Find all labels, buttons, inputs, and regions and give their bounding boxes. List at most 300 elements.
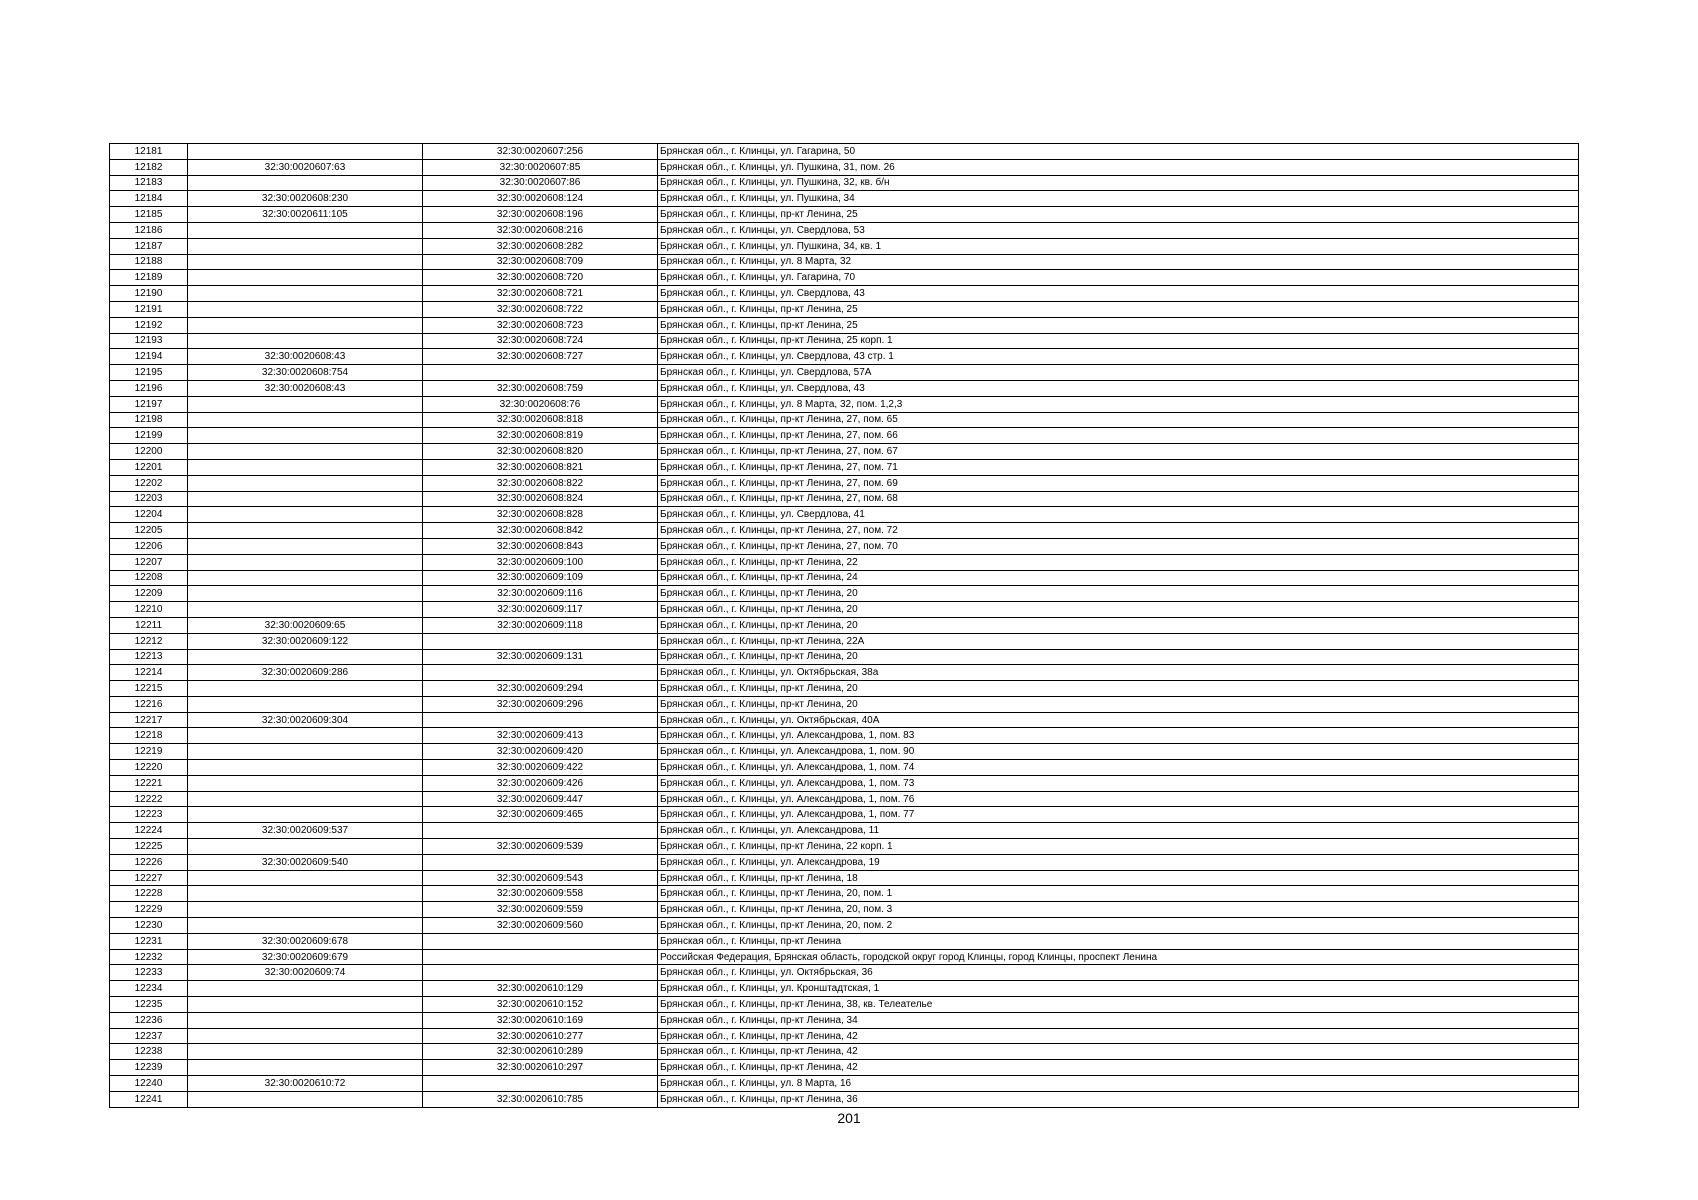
row-number-cell: 12215 — [110, 681, 188, 697]
row-number-cell: 12181 — [110, 144, 188, 160]
table-row — [110, 523, 1579, 539]
land-cadastral-number-cell — [188, 997, 423, 1013]
table-row — [110, 507, 1579, 523]
address-cell: Брянская обл., г. Клинцы, пр-кт Ленина, 27, пом. 65 — [658, 412, 1579, 428]
land-cadastral-number-cell — [188, 301, 423, 317]
table-row — [110, 617, 1579, 633]
land-cadastral-number-cell — [188, 649, 423, 665]
table-row — [110, 444, 1579, 460]
table-row — [110, 207, 1579, 223]
object-cadastral-number-cell: 32:30:0020608:820 — [423, 444, 658, 460]
table-row — [110, 1076, 1579, 1092]
object-cadastral-number-cell: 32:30:0020610:785 — [423, 1091, 658, 1107]
object-cadastral-number-cell: 32:30:0020610:129 — [423, 981, 658, 997]
object-cadastral-number-cell: 32:30:0020609:117 — [423, 602, 658, 618]
object-cadastral-number-cell — [423, 365, 658, 381]
land-cadastral-number-cell — [188, 1028, 423, 1044]
object-cadastral-number-cell: 32:30:0020607:86 — [423, 175, 658, 191]
address-cell: Брянская обл., г. Клинцы, пр-кт Ленина, 27, пом. 69 — [658, 475, 1579, 491]
address-cell: Брянская обл., г. Клинцы, ул. Пушкина, 32, кв. б/н — [658, 175, 1579, 191]
object-cadastral-number-cell: 32:30:0020608:720 — [423, 270, 658, 286]
land-cadastral-number-cell: 32:30:0020609:678 — [188, 933, 423, 949]
land-cadastral-number-cell — [188, 459, 423, 475]
object-cadastral-number-cell: 32:30:0020609:539 — [423, 839, 658, 855]
row-number-cell: 12222 — [110, 791, 188, 807]
land-cadastral-number-cell — [188, 254, 423, 270]
object-cadastral-number-cell: 32:30:0020608:282 — [423, 238, 658, 254]
object-cadastral-number-cell: 32:30:0020608:821 — [423, 459, 658, 475]
address-cell: Брянская обл., г. Клинцы, пр-кт Ленина, 24 — [658, 570, 1579, 586]
land-cadastral-number-cell — [188, 775, 423, 791]
row-number-cell: 12237 — [110, 1028, 188, 1044]
row-number-cell: 12195 — [110, 365, 188, 381]
object-cadastral-number-cell: 32:30:0020608:124 — [423, 191, 658, 207]
land-cadastral-number-cell — [188, 317, 423, 333]
table-row — [110, 902, 1579, 918]
land-cadastral-number-cell — [188, 222, 423, 238]
land-cadastral-number-cell — [188, 918, 423, 934]
table-row — [110, 854, 1579, 870]
address-cell: Брянская обл., г. Клинцы, ул. Пушкина, 31, пом. 26 — [658, 159, 1579, 175]
land-cadastral-number-cell — [188, 475, 423, 491]
land-cadastral-number-cell — [188, 238, 423, 254]
row-number-cell: 12206 — [110, 538, 188, 554]
object-cadastral-number-cell: 32:30:0020608:842 — [423, 523, 658, 539]
row-number-cell: 12212 — [110, 633, 188, 649]
land-cadastral-number-cell — [188, 981, 423, 997]
address-cell: Брянская обл., г. Клинцы, ул. Гагарина, 70 — [658, 270, 1579, 286]
object-cadastral-number-cell: 32:30:0020610:277 — [423, 1028, 658, 1044]
land-cadastral-number-cell — [188, 538, 423, 554]
address-cell: Брянская обл., г. Клинцы, ул. Александрова, 1, пом. 73 — [658, 775, 1579, 791]
table-row — [110, 602, 1579, 618]
address-cell: Брянская обл., г. Клинцы, ул. 8 Марта, 32, пом. 1,2,3 — [658, 396, 1579, 412]
row-number-cell: 12197 — [110, 396, 188, 412]
row-number-cell: 12189 — [110, 270, 188, 286]
row-number-cell: 12224 — [110, 823, 188, 839]
row-number-cell: 12184 — [110, 191, 188, 207]
land-cadastral-number-cell — [188, 570, 423, 586]
table-row — [110, 696, 1579, 712]
row-number-cell: 12217 — [110, 712, 188, 728]
row-number-cell: 12240 — [110, 1076, 188, 1092]
row-number-cell: 12207 — [110, 554, 188, 570]
land-cadastral-number-cell: 32:30:0020608:230 — [188, 191, 423, 207]
address-cell: Брянская обл., г. Клинцы, пр-кт Ленина, 22 корп. 1 — [658, 839, 1579, 855]
object-cadastral-number-cell: 32:30:0020610:289 — [423, 1044, 658, 1060]
address-cell: Брянская обл., г. Клинцы, ул. Александрова, 1, пом. 83 — [658, 728, 1579, 744]
address-cell: Брянская обл., г. Клинцы, ул. Свердлова, 43 стр. 1 — [658, 349, 1579, 365]
row-number-cell: 12188 — [110, 254, 188, 270]
object-cadastral-number-cell: 32:30:0020608:824 — [423, 491, 658, 507]
row-number-cell: 12214 — [110, 665, 188, 681]
object-cadastral-number-cell — [423, 949, 658, 965]
object-cadastral-number-cell — [423, 1076, 658, 1092]
table-row — [110, 159, 1579, 175]
property-register-table — [109, 143, 1579, 1108]
table-row — [110, 870, 1579, 886]
land-cadastral-number-cell: 32:30:0020609:65 — [188, 617, 423, 633]
table-row — [110, 238, 1579, 254]
address-cell: Брянская обл., г. Клинцы, пр-кт Ленина, 20 — [658, 649, 1579, 665]
address-cell: Брянская обл., г. Клинцы, пр-кт Ленина, 27, пом. 68 — [658, 491, 1579, 507]
object-cadastral-number-cell: 32:30:0020610:169 — [423, 1012, 658, 1028]
object-cadastral-number-cell: 32:30:0020609:100 — [423, 554, 658, 570]
row-number-cell: 12219 — [110, 744, 188, 760]
row-number-cell: 12233 — [110, 965, 188, 981]
address-cell: Брянская обл., г. Клинцы, пр-кт Ленина, 27, пом. 72 — [658, 523, 1579, 539]
table-row — [110, 949, 1579, 965]
object-cadastral-number-cell — [423, 665, 658, 681]
address-cell: Брянская обл., г. Клинцы, пр-кт Ленина, 42 — [658, 1028, 1579, 1044]
object-cadastral-number-cell: 32:30:0020608:724 — [423, 333, 658, 349]
object-cadastral-number-cell: 32:30:0020609:560 — [423, 918, 658, 934]
address-cell: Брянская обл., г. Клинцы, ул. Александрова, 1, пом. 76 — [658, 791, 1579, 807]
object-cadastral-number-cell: 32:30:0020608:818 — [423, 412, 658, 428]
land-cadastral-number-cell — [188, 428, 423, 444]
row-number-cell: 12238 — [110, 1044, 188, 1060]
address-cell: Брянская обл., г. Клинцы, пр-кт Ленина, 42 — [658, 1060, 1579, 1076]
object-cadastral-number-cell: 32:30:0020609:422 — [423, 760, 658, 776]
object-cadastral-number-cell: 32:30:0020608:843 — [423, 538, 658, 554]
table-row — [110, 649, 1579, 665]
address-cell: Брянская обл., г. Клинцы, пр-кт Ленина, 34 — [658, 1012, 1579, 1028]
row-number-cell: 12230 — [110, 918, 188, 934]
table-row — [110, 712, 1579, 728]
table-row — [110, 633, 1579, 649]
address-cell: Брянская обл., г. Клинцы, пр-кт Ленина, 27, пом. 70 — [658, 538, 1579, 554]
address-cell: Брянская обл., г. Клинцы, ул. Александрова, 1, пом. 90 — [658, 744, 1579, 760]
address-cell: Брянская обл., г. Клинцы, пр-кт Ленина, 38, кв. Телеателье — [658, 997, 1579, 1013]
address-cell: Брянская обл., г. Клинцы, ул. Октябрьская, 38а — [658, 665, 1579, 681]
row-number-cell: 12235 — [110, 997, 188, 1013]
land-cadastral-number-cell — [188, 839, 423, 855]
table-row — [110, 144, 1579, 160]
land-cadastral-number-cell: 32:30:0020609:286 — [188, 665, 423, 681]
address-cell: Брянская обл., г. Клинцы, пр-кт Ленина — [658, 933, 1579, 949]
table-row — [110, 459, 1579, 475]
row-number-cell: 12194 — [110, 349, 188, 365]
address-cell: Брянская обл., г. Клинцы, пр-кт Ленина, 25 корп. 1 — [658, 333, 1579, 349]
land-cadastral-number-cell — [188, 144, 423, 160]
table-row — [110, 317, 1579, 333]
table-row — [110, 1044, 1579, 1060]
object-cadastral-number-cell: 32:30:0020610:297 — [423, 1060, 658, 1076]
object-cadastral-number-cell: 32:30:0020609:118 — [423, 617, 658, 633]
table-row — [110, 538, 1579, 554]
address-cell: Брянская обл., г. Клинцы, ул. Свердлова, 57А — [658, 365, 1579, 381]
row-number-cell: 12202 — [110, 475, 188, 491]
object-cadastral-number-cell: 32:30:0020609:116 — [423, 586, 658, 602]
address-cell: Брянская обл., г. Клинцы, пр-кт Ленина, 18 — [658, 870, 1579, 886]
row-number-cell: 12185 — [110, 207, 188, 223]
row-number-cell: 12209 — [110, 586, 188, 602]
row-number-cell: 12228 — [110, 886, 188, 902]
land-cadastral-number-cell: 32:30:0020608:43 — [188, 349, 423, 365]
table-row — [110, 586, 1579, 602]
address-cell: Российская Федерация, Брянская область, городской округ город Клинцы, город Клинцы, проспект Ленина — [658, 949, 1579, 965]
address-cell: Брянская обл., г. Клинцы, пр-кт Ленина, 25 — [658, 317, 1579, 333]
table-row — [110, 760, 1579, 776]
object-cadastral-number-cell: 32:30:0020609:426 — [423, 775, 658, 791]
land-cadastral-number-cell — [188, 586, 423, 602]
land-cadastral-number-cell: 32:30:0020609:304 — [188, 712, 423, 728]
land-cadastral-number-cell — [188, 286, 423, 302]
object-cadastral-number-cell: 32:30:0020609:131 — [423, 649, 658, 665]
table-row — [110, 1028, 1579, 1044]
row-number-cell: 12205 — [110, 523, 188, 539]
object-cadastral-number-cell: 32:30:0020608:723 — [423, 317, 658, 333]
object-cadastral-number-cell — [423, 965, 658, 981]
address-cell: Брянская обл., г. Клинцы, ул. Александрова, 19 — [658, 854, 1579, 870]
address-cell: Брянская обл., г. Клинцы, пр-кт Ленина, 20 — [658, 696, 1579, 712]
land-cadastral-number-cell: 32:30:0020611:105 — [188, 207, 423, 223]
table-row — [110, 396, 1579, 412]
table-row — [110, 1060, 1579, 1076]
land-cadastral-number-cell — [188, 554, 423, 570]
land-cadastral-number-cell — [188, 396, 423, 412]
row-number-cell: 12191 — [110, 301, 188, 317]
address-cell: Брянская обл., г. Клинцы, ул. 8 Марта, 16 — [658, 1076, 1579, 1092]
table-row — [110, 744, 1579, 760]
row-number-cell: 12210 — [110, 602, 188, 618]
land-cadastral-number-cell — [188, 444, 423, 460]
address-cell: Брянская обл., г. Клинцы, ул. Александрова, 11 — [658, 823, 1579, 839]
table-row — [110, 270, 1579, 286]
address-cell: Брянская обл., г. Клинцы, пр-кт Ленина, 25 — [658, 301, 1579, 317]
row-number-cell: 12199 — [110, 428, 188, 444]
object-cadastral-number-cell — [423, 823, 658, 839]
table-row — [110, 554, 1579, 570]
object-cadastral-number-cell — [423, 712, 658, 728]
land-cadastral-number-cell: 32:30:0020609:537 — [188, 823, 423, 839]
table-row — [110, 665, 1579, 681]
land-cadastral-number-cell — [188, 902, 423, 918]
table-row — [110, 886, 1579, 902]
row-number-cell: 12208 — [110, 570, 188, 586]
table-row — [110, 380, 1579, 396]
table-row — [110, 728, 1579, 744]
address-cell: Брянская обл., г. Клинцы, пр-кт Ленина, 36 — [658, 1091, 1579, 1107]
row-number-cell: 12201 — [110, 459, 188, 475]
row-number-cell: 12213 — [110, 649, 188, 665]
object-cadastral-number-cell: 32:30:0020608:828 — [423, 507, 658, 523]
object-cadastral-number-cell — [423, 854, 658, 870]
row-number-cell: 12198 — [110, 412, 188, 428]
table-row — [110, 791, 1579, 807]
row-number-cell: 12204 — [110, 507, 188, 523]
address-cell: Брянская обл., г. Клинцы, пр-кт Ленина, 27, пом. 67 — [658, 444, 1579, 460]
object-cadastral-number-cell: 32:30:0020608:822 — [423, 475, 658, 491]
table-row — [110, 333, 1579, 349]
table-row — [110, 475, 1579, 491]
address-cell: Брянская обл., г. Клинцы, пр-кт Ленина, 20 — [658, 586, 1579, 602]
object-cadastral-number-cell: 32:30:0020607:256 — [423, 144, 658, 160]
row-number-cell: 12226 — [110, 854, 188, 870]
address-cell: Брянская обл., г. Клинцы, пр-кт Ленина, 20, пом. 2 — [658, 918, 1579, 934]
address-cell: Брянская обл., г. Клинцы, пр-кт Ленина, 27, пом. 66 — [658, 428, 1579, 444]
table-row — [110, 286, 1579, 302]
land-cadastral-number-cell — [188, 807, 423, 823]
table-row — [110, 807, 1579, 823]
object-cadastral-number-cell — [423, 633, 658, 649]
land-cadastral-number-cell: 32:30:0020609:540 — [188, 854, 423, 870]
table-row — [110, 365, 1579, 381]
row-number-cell: 12223 — [110, 807, 188, 823]
row-number-cell: 12216 — [110, 696, 188, 712]
object-cadastral-number-cell: 32:30:0020608:721 — [423, 286, 658, 302]
address-cell: Брянская обл., г. Клинцы, ул. 8 Марта, 32 — [658, 254, 1579, 270]
land-cadastral-number-cell — [188, 1060, 423, 1076]
table-row — [110, 1012, 1579, 1028]
object-cadastral-number-cell: 32:30:0020610:152 — [423, 997, 658, 1013]
land-cadastral-number-cell — [188, 507, 423, 523]
address-cell: Брянская обл., г. Клинцы, ул. Свердлова, 41 — [658, 507, 1579, 523]
table-row — [110, 254, 1579, 270]
land-cadastral-number-cell: 32:30:0020608:43 — [188, 380, 423, 396]
row-number-cell: 12203 — [110, 491, 188, 507]
row-number-cell: 12227 — [110, 870, 188, 886]
row-number-cell: 12241 — [110, 1091, 188, 1107]
object-cadastral-number-cell: 32:30:0020609:109 — [423, 570, 658, 586]
table-row — [110, 823, 1579, 839]
row-number-cell: 12221 — [110, 775, 188, 791]
land-cadastral-number-cell — [188, 886, 423, 902]
address-cell: Брянская обл., г. Клинцы, ул. Октябрьская, 40А — [658, 712, 1579, 728]
table-row — [110, 775, 1579, 791]
row-number-cell: 12193 — [110, 333, 188, 349]
table-row — [110, 681, 1579, 697]
address-cell: Брянская обл., г. Клинцы, пр-кт Ленина, 20, пом. 3 — [658, 902, 1579, 918]
land-cadastral-number-cell — [188, 791, 423, 807]
table-row — [110, 570, 1579, 586]
land-cadastral-number-cell — [188, 602, 423, 618]
land-cadastral-number-cell — [188, 870, 423, 886]
land-cadastral-number-cell — [188, 696, 423, 712]
land-cadastral-number-cell — [188, 270, 423, 286]
object-cadastral-number-cell: 32:30:0020608:819 — [423, 428, 658, 444]
row-number-cell: 12231 — [110, 933, 188, 949]
row-number-cell: 12187 — [110, 238, 188, 254]
address-cell: Брянская обл., г. Клинцы, ул. Пушкина, 34 — [658, 191, 1579, 207]
table-row — [110, 175, 1579, 191]
address-cell: Брянская обл., г. Клинцы, ул. Свердлова, 43 — [658, 380, 1579, 396]
object-cadastral-number-cell: 32:30:0020608:76 — [423, 396, 658, 412]
table-row — [110, 933, 1579, 949]
object-cadastral-number-cell: 32:30:0020609:420 — [423, 744, 658, 760]
object-cadastral-number-cell: 32:30:0020609:294 — [423, 681, 658, 697]
address-cell: Брянская обл., г. Клинцы, пр-кт Ленина, 25 — [658, 207, 1579, 223]
table-row — [110, 349, 1579, 365]
land-cadastral-number-cell — [188, 728, 423, 744]
page-number: 201 — [837, 1110, 861, 1126]
row-number-cell: 12211 — [110, 617, 188, 633]
row-number-cell: 12218 — [110, 728, 188, 744]
address-cell: Брянская обл., г. Клинцы, пр-кт Ленина, 20, пом. 1 — [658, 886, 1579, 902]
row-number-cell: 12232 — [110, 949, 188, 965]
land-cadastral-number-cell: 32:30:0020609:122 — [188, 633, 423, 649]
row-number-cell: 12190 — [110, 286, 188, 302]
address-cell: Брянская обл., г. Клинцы, пр-кт Ленина, 22 — [658, 554, 1579, 570]
land-cadastral-number-cell — [188, 333, 423, 349]
object-cadastral-number-cell: 32:30:0020607:85 — [423, 159, 658, 175]
address-cell: Брянская обл., г. Клинцы, ул. Свердлова, 53 — [658, 222, 1579, 238]
table-row — [110, 222, 1579, 238]
land-cadastral-number-cell: 32:30:0020607:63 — [188, 159, 423, 175]
table-row — [110, 918, 1579, 934]
land-cadastral-number-cell — [188, 744, 423, 760]
row-number-cell: 12186 — [110, 222, 188, 238]
row-number-cell: 12200 — [110, 444, 188, 460]
table-row — [110, 1091, 1579, 1107]
land-cadastral-number-cell: 32:30:0020609:679 — [188, 949, 423, 965]
land-cadastral-number-cell: 32:30:0020609:74 — [188, 965, 423, 981]
object-cadastral-number-cell: 32:30:0020609:296 — [423, 696, 658, 712]
land-cadastral-number-cell — [188, 523, 423, 539]
land-cadastral-number-cell — [188, 412, 423, 428]
table-row — [110, 491, 1579, 507]
row-number-cell: 12236 — [110, 1012, 188, 1028]
row-number-cell: 12220 — [110, 760, 188, 776]
object-cadastral-number-cell: 32:30:0020609:543 — [423, 870, 658, 886]
object-cadastral-number-cell: 32:30:0020608:196 — [423, 207, 658, 223]
address-cell: Брянская обл., г. Клинцы, пр-кт Ленина, 22А — [658, 633, 1579, 649]
table-row — [110, 839, 1579, 855]
land-cadastral-number-cell — [188, 175, 423, 191]
address-cell: Брянская обл., г. Клинцы, ул. Пушкина, 34, кв. 1 — [658, 238, 1579, 254]
address-cell: Брянская обл., г. Клинцы, ул. Свердлова, 43 — [658, 286, 1579, 302]
row-number-cell: 12182 — [110, 159, 188, 175]
land-cadastral-number-cell — [188, 491, 423, 507]
object-cadastral-number-cell: 32:30:0020608:216 — [423, 222, 658, 238]
object-cadastral-number-cell: 32:30:0020608:722 — [423, 301, 658, 317]
land-cadastral-number-cell: 32:30:0020608:754 — [188, 365, 423, 381]
address-cell: Брянская обл., г. Клинцы, пр-кт Ленина, 27, пом. 71 — [658, 459, 1579, 475]
object-cadastral-number-cell: 32:30:0020609:465 — [423, 807, 658, 823]
table-row — [110, 191, 1579, 207]
object-cadastral-number-cell: 32:30:0020608:709 — [423, 254, 658, 270]
table-row — [110, 965, 1579, 981]
object-cadastral-number-cell: 32:30:0020609:559 — [423, 902, 658, 918]
table-row — [110, 428, 1579, 444]
table-row — [110, 997, 1579, 1013]
table-row — [110, 412, 1579, 428]
address-cell: Брянская обл., г. Клинцы, ул. Октябрьская, 36 — [658, 965, 1579, 981]
object-cadastral-number-cell — [423, 933, 658, 949]
address-cell: Брянская обл., г. Клинцы, пр-кт Ленина, 42 — [658, 1044, 1579, 1060]
row-number-cell: 12196 — [110, 380, 188, 396]
address-cell: Брянская обл., г. Клинцы, ул. Александрова, 1, пом. 77 — [658, 807, 1579, 823]
row-number-cell: 12229 — [110, 902, 188, 918]
land-cadastral-number-cell — [188, 1044, 423, 1060]
land-cadastral-number-cell — [188, 681, 423, 697]
row-number-cell: 12183 — [110, 175, 188, 191]
row-number-cell: 12234 — [110, 981, 188, 997]
table-row — [110, 301, 1579, 317]
object-cadastral-number-cell: 32:30:0020608:759 — [423, 380, 658, 396]
address-cell: Брянская обл., г. Клинцы, ул. Кронштадтская, 1 — [658, 981, 1579, 997]
address-cell: Брянская обл., г. Клинцы, пр-кт Ленина, 20 — [658, 681, 1579, 697]
land-cadastral-number-cell — [188, 1091, 423, 1107]
object-cadastral-number-cell: 32:30:0020609:413 — [423, 728, 658, 744]
address-cell: Брянская обл., г. Клинцы, пр-кт Ленина, 20 — [658, 617, 1579, 633]
row-number-cell: 12192 — [110, 317, 188, 333]
row-number-cell: 12225 — [110, 839, 188, 855]
object-cadastral-number-cell: 32:30:0020608:727 — [423, 349, 658, 365]
address-cell: Брянская обл., г. Клинцы, ул. Гагарина, 50 — [658, 144, 1579, 160]
land-cadastral-number-cell: 32:30:0020610:72 — [188, 1076, 423, 1092]
address-cell: Брянская обл., г. Клинцы, ул. Александрова, 1, пом. 74 — [658, 760, 1579, 776]
